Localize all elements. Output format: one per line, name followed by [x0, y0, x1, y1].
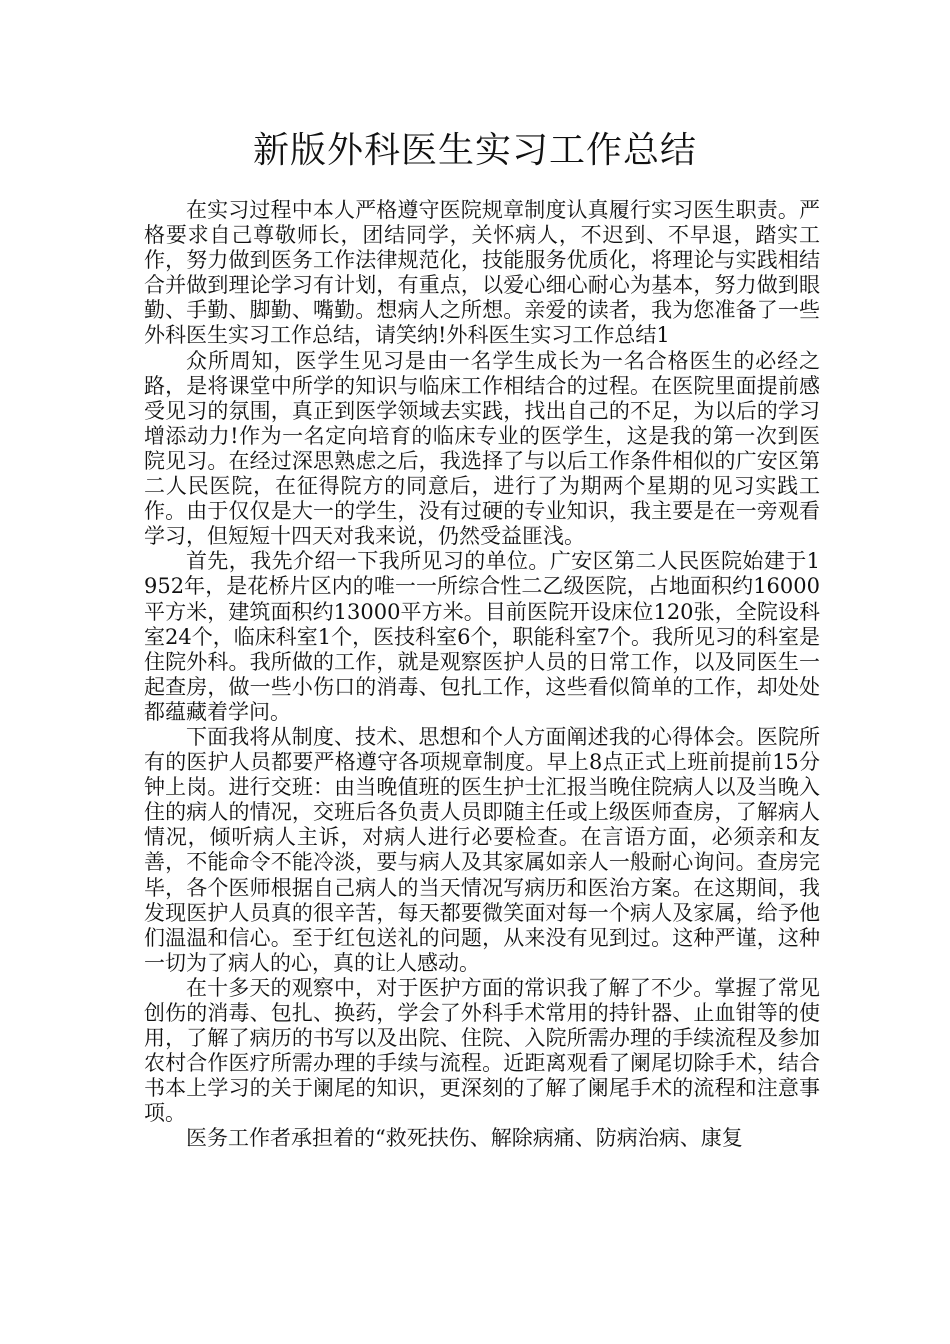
paragraph: 在实习过程中本人严格遵守医院规章制度认真履行实习医生职责。严格要求自己尊敬师长，团结同学，关怀病人，不迟到、不早退，踏实工作，努力做到医务工作法律规范化，技能服务优质化，将理论与实践相结合并做到理论学习有计划，有重点，以爱心细心耐心为基本，努力做到眼勤、手勤、脚勤、嘴勤。想病人之所想。亲爱的读者，我为您准备了一些外科医生实习工作总结，请笑纳!外科医生实习工作总结1: [144, 198, 820, 348]
paragraph: 下面我将从制度、技术、思想和个人方面阐述我的心得体会。医院所有的医护人员都要严格遵守各项规章制度。早上8点正式上班前提前15分钟上岗。进行交班：由当晚值班的医生护士汇报当晚住院病人以及当晚入住的病人的情况，交班后各负责人员即随主任或上级医师查房，了解病人情况，倾听病人主诉，对病人进行必要检查。在言语方面，必须亲和友善，不能命令不能冷淡，要与病人及其家属如亲人一般耐心询问。查房完毕，各个医师根据自己病人的当天情况写病历和医治方案。在这期间，我发现医护人员真的很辛苦，每天都要微笑面对每一个病人及家属，给予他们温温和信心。至于红包送礼的问题，从来没有见到过。这种严谨，这种一切为了病人的心，真的让人感动。: [144, 724, 820, 975]
paragraph: 医务工作者承担着的“救死扶伤、解除病痛、防病治病、康复: [186, 1126, 743, 1151]
paragraph: 众所周知，医学生见习是由一名学生成长为一名合格医生的必经之路，是将课堂中所学的知识与临床工作相结合的过程。在医院里面提前感受见习的氛围，真正到医学领域去实践，找出自己的不足，为以后的学习增添动力!作为一名定向培育的临床专业的医学生，这是我的第一次到医院见习。在经过深思熟虑之后，我选择了与以后工作条件相似的广安区第二人民医院，在征得院方的同意后，进行了为期两个星期的见习实践工作。由于仅仅是大一的学生，没有过硬的专业知识，我主要是在一旁观看学习，但短短十四天对我来说，仍然受益匪浅。: [144, 348, 820, 549]
document-title: 新版外科医生实习工作总结: [252, 130, 697, 171]
paragraph: 首先，我先介绍一下我所见习的单位。广安区第二人民医院始建于1952年，是花桥片区内的唯一一所综合性二乙级医院，占地面积约16000平方米，建筑面积约13000平方米。目前医院开设床位120张，全院设科室24个，临床科室1个，医技科室6个，职能科室7个。我所见习的科室是住院外科。我所做的工作，就是观察医护人员的日常工作，以及同医生一起查房，做一些小伤口的消毒、包扎工作，这些看似简单的工作，却处处都蕴藏着学问。: [144, 549, 820, 724]
paragraph: 在十多天的观察中，对于医护方面的常识我了解了不少。掌握了常见创伤的消毒、包扎、换药，学会了外科手术常用的持针器、止血钳等的使用，了解了病历的书写以及出院、住院、入院所需办理的手续流程及参加农村合作医疗所需办理的手续与流程。近距离观看了阑尾切除手术，结合书本上学习的关于阑尾的知识，更深刻的了解了阑尾手术的流程和注意事项。: [144, 975, 820, 1126]
document-body: [144, 198, 820, 1152]
